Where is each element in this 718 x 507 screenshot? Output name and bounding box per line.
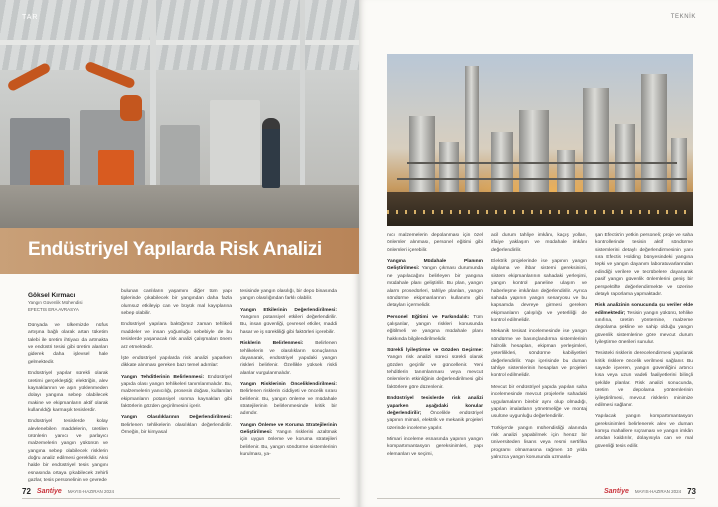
footer-rule <box>377 498 695 499</box>
subheading-paragraph <box>387 347 483 391</box>
paragraph-text: Tesisin yangın yükünü, tehlike sınıfına, üretim yöntemine, malzeme depolama şekline ve sahip olduğu yangın güvenlik sistemlerine göre mevcut durum İyileştirme önerileri sunulur. <box>595 310 693 346</box>
subheading: Personel Eğitimi ve Farkındalık: <box>387 314 470 320</box>
body-paragraph: Endüstriyel yapılar sürekli olarak üretimi gerçekleştiği; elektriğin, alev kaynaklarının ve aşırı yüklenmeden dolayı yangına sebep olabilecek makine ve ekipmanların aktif olarak kullanıldığı karmaşık tesislerdir. <box>28 371 108 413</box>
paragraph-text: Yangın risklerini azaltmak için uygun önleme ve koruma stratejileri belirlenir. Bu, yangın söndürme sistemlerinin kurulması, ya- <box>240 430 337 458</box>
body-paragraph: Mimari inceleme esnasında yapının yangın kompartımantasyon gereksinimleri, yapı elemanları ve seçimi, <box>387 436 483 457</box>
subheading: Yangın Tehditlerinin Belirlenmesi: <box>121 374 205 380</box>
subheading: Yangın Olasılıklarının Değerlendirilmesi: <box>121 415 232 421</box>
right-page <box>359 0 718 507</box>
subheading-paragraph <box>387 314 483 343</box>
factory-floor <box>0 185 359 228</box>
subheading-paragraph <box>240 381 337 418</box>
paragraph-text: Öncelikle endüstriyel yapının mimari, elektrik ve mekanik projeleri üzerinde inceleme yapılır. <box>387 410 483 431</box>
paragraph-text: Belirlenen risklerin ciddiyeti ve öncelik sırası belirlenir. Bu, yangın önleme ve müdahale stratejilerinin belirlenmesinde kritik bir adımdır. <box>240 389 337 417</box>
worker-figure <box>262 118 280 188</box>
magazine-brand: Santiye <box>36 488 62 495</box>
page-number: 72 <box>22 487 31 496</box>
body-paragraph: acil durum tahliye imkânı, kaçış yolları, itfaiye yaklaşım ve müdahale imkânı değerlendirilir. <box>491 233 587 253</box>
paragraph-text: Belirlenen tehlikelerin ve olasılıkların sonuçlarına dayanarak, endüstriyel yapıdaki yangın riskleri belirlenir. Özellikle yüksek riskli alanlar vurgulanmalıdır. <box>240 341 337 376</box>
paragraph-text: Yangın çıkması durumunda ne yapılacağını belirleyen bir yangına müdahale planı geliştirilir. Bu plan, yangın alarm prosedürleri, tahliye planları, yangın söndürme ekipmanlarının kullanımı gibi detayları içermelidir. <box>387 266 483 309</box>
body-paragraph: Tesisteki risklerin derecelendirmesi yapılarak kritik risklere öncelik verilmesi sağlanır. Bu sayede işveren, yangın güvenliğini artırıcı kısa veya uzun vadeli faaliyetlerini bilinçli şekilde planlar. Risk analizi sonucunda, üretim ve depolama yöntemlerinin iyileştirilmesi, mevcut risklerin minimize edilmesi sağlanır. <box>595 351 693 408</box>
body-column-4 <box>387 232 483 462</box>
paragraph-text: Tüm çalışanlar, yangın riskleri konusunda eğitilmeli ve yangına müdahale planı hakkında bilgilendirilmelidir. <box>387 314 483 342</box>
paragraph-text: Yangın risk analizi süreci sürekli olarak gözden geçirilir ve güncellenir. Yeni tehditlerin tanımlanması veya mevcut önlemlerin etkinliğinin değerlendirilmesi gibi faktörlere göre düzenlenir. <box>387 355 483 390</box>
body-paragraph: Dünyada ve ülkemizde nüfus artışına bağlı olarak artan tüketim talebi ile üretim ihtiyacı da artmakta ve endüstri tesisi gibi üretim alanları giderek daha işlevsel hale gelmektedir. <box>28 323 108 365</box>
subheading: Yangın Önleme ve Koruma Stratejilerinin Geliştirilmesi: <box>240 422 337 436</box>
author-block <box>28 292 108 312</box>
subheading: Endüstriyel tesislerde risk analizi yaparken aşağıdaki konular değerlendirilir; <box>387 396 483 416</box>
body-column-1 <box>28 322 108 489</box>
subheading-paragraph <box>240 340 337 377</box>
subheading-paragraph <box>121 414 232 436</box>
body-paragraph: İşte endüstriyel yapılarda risk analizi yaparken dikkate alınması gereken bazı temel adımlar: <box>121 355 232 369</box>
article-title: Endüstriyel Yapılarda Risk Analizi <box>28 239 322 260</box>
body-column-6 <box>595 232 693 454</box>
body-paragraph: nıcı malzemelerin depolanması için özel önlemler alınması, personel eğitimi gibi önlemleri içerebilir. <box>387 233 483 253</box>
subheading: Yangın Etkilerinin Değerlendirilmesi: <box>240 307 337 313</box>
refinery-photo <box>387 54 693 226</box>
section-label: TEKNİK <box>670 14 696 20</box>
body-paragraph: bulunan canlıların yaşamını diğer tüm yapı tiplerinde çıkabilecek bir yangından daha fazla olumsuz etkileyip can ve büyük mal kayıplarına sebep olabilir. <box>121 289 232 317</box>
body-column-5 <box>491 232 587 465</box>
magazine-brand: Santiye <box>604 488 629 495</box>
body-column-3 <box>240 288 337 463</box>
author-company: EFECTIS ERA AVRASYA <box>28 306 79 312</box>
subheading: Risk analizinin sonucunda şu veriler elde edilmektedir; <box>595 303 693 316</box>
paragraph-text: Endüstriyel yapıda olası yangın tehlikeleri tanımlanmalıdır. Bu, malzemelerin yanıcılığı, prosesin doğası, kullanılan ekipmanların potansiyel ısınma kaynakları gibi faktörlerin gözden geçirilmesini içerir. <box>121 374 232 410</box>
subheading: Sürekli İyileştirme ve Gözden Geçirme: <box>387 348 483 354</box>
author-name: Göksel Kırmacı <box>28 292 76 299</box>
body-paragraph: tesisinde yangın olasılığı, bir depo binasında yangın olasılığından farklı olabilir. <box>240 289 337 302</box>
factory-photo <box>0 0 359 228</box>
subheading-paragraph <box>595 302 693 346</box>
body-paragraph: Mekanik tesisat incelemesinde ise yangın söndürme ve basınçlandırma sistemlerinin hidrolik hesapları, ekipman yerleşimleri, yeterlilikleri, söndürme kabiliyetleri değerlendirilir. Yapı içerisinde bu duman tahliye sistemlerinin hesapları ve projeleri kontrol edilmelidir. <box>491 329 587 379</box>
left-footer <box>22 487 114 496</box>
body-paragraph: şan Efectis'in yetkin personeli; proje ve saha kontrollerinde tesisin aktif söndürme sistemlerini detaylı değerlendirmesinin yanı sıra Efectis Holding bünyesindeki yangına tepki ve yangın dayanım laboratuvarlarından edindiği verilere ve tecrübelere dayanarak pasif yangın güvenlik önlemlerini geniş bir perspektifte değerlendirmekte ve üzerine detaylı raporlama yapmaktadır. <box>595 233 693 297</box>
subheading-paragraph <box>240 307 337 336</box>
body-paragraph: Türkiye'de yangın mühendisliği alanında risk analizi yapabilmek için henüz bir üniversiteden lisans veya resmi sertifika programı olmamasına rağmen 10 yılda yalnızca yangın konusunda uzmanla- <box>491 425 587 461</box>
top-marker: TAR <box>22 14 39 21</box>
paragraph-text: Yangının potansiyel etkileri değerlendirilir. Bu, insan güvenliği, çevresel etkiler, maddi hasar ve iş sürekliliği gibi faktörleri içerebilir. <box>240 315 337 335</box>
issue-date: MAYIS-HAZIRAN 2024 <box>634 489 682 494</box>
title-band <box>0 228 359 274</box>
right-footer <box>604 487 696 496</box>
subheading-paragraph <box>387 258 483 310</box>
subheading: Risklerin Belirlenmesi: <box>240 341 304 347</box>
subheading: Yangın Risklerinin Önceliklendirilmesi: <box>240 381 337 387</box>
body-column-2 <box>121 288 232 440</box>
body-paragraph: Yapılacak yangın kompartımantasyon gereksinimleri belirlenerek alev ve duman komşu mahallere sıçraması ve yangın imkân artıdan kaldırılır, dolayısıyla can ve mal güvenliği tesis edilir. <box>595 414 693 449</box>
issue-date: MAYIS-HAZIRAN 2024 <box>67 489 114 494</box>
subheading: Yangına Müdahale Planının Geliştirilmesi: <box>387 259 483 272</box>
subheading-paragraph <box>240 422 337 459</box>
paragraph-text: Belirlenen tehlikelerin olasılıkları değerlendirilir. Örneğin, bir kimyasal <box>121 422 232 436</box>
body-paragraph: Endüstriyel yapılara baktığımız zaman tehlikeli maddeler ve insan yoğunluğu sebebiyle de bu tesislerde yaşanacak risk analizi çalışmaları önem arz etmektedir. <box>121 322 232 350</box>
body-paragraph: Mevcut bir endüstriyel yapıda yapılan saha incelemesinde mevcut projelerle sahadaki uygulamaların birebir aynı olup olmadığı, yapılan imalatların yönetmeliğe ve montaj usulüne uygunluğu değerlendirilir. <box>491 384 587 420</box>
roof-structure <box>0 0 359 70</box>
body-paragraph: Elektrik projelerinde ise yapının yangın algılama ve ihbar sistemi gereksinimi, sistem ekipmanlarının sahadaki yerleşimi, yangın kontrol paneline ulaşım ve haberleşme imkânları değerlendirilir. Ayrıca sahada yapının yangın senaryosu ve bu kapsamda devreye girmesi gereken ekipmanların çalışılığı ve yeterliliği de kontrol edilmelidir. <box>491 259 587 323</box>
subheading-paragraph <box>121 374 232 411</box>
author-role: Yangın Güvenlik Mühendisi <box>28 300 83 305</box>
subheading-paragraph <box>387 395 483 432</box>
footer-rule <box>22 498 340 499</box>
body-paragraph: Endüstriyel tesislerde kolay alevlenebilen maddelerin, üretilen ürünlerin yanıcı ve parlayıcı malzemelerin yangın yükünün ve yangına sebep olabilecek risklerin doğru analiz edilmesi gereklidir. Aksi halde bir endüstriyel tesis yangını esnasında ortaya çıkabilecek zehirli gazlar, tesis personelinin ve çevrede <box>28 419 108 484</box>
page-number: 73 <box>687 487 696 496</box>
